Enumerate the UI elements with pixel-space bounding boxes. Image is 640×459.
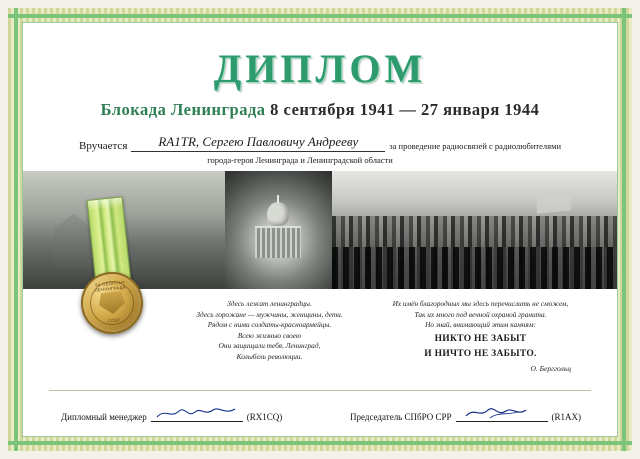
medal-graphic (75, 198, 149, 348)
cathedral-dome (267, 202, 289, 226)
page-title: ДИПЛОМ (213, 46, 427, 91)
poem-right-line: Их имён благородных мы здесь перечислить не сможем, (392, 299, 569, 308)
subtitle-prefix: Блокада Ленинграда (100, 100, 266, 119)
signature-manager-group (61, 406, 282, 422)
award-reason-line2: города-героя Ленинграда и Ленинградской области (207, 155, 393, 165)
chairman-signature-icon (460, 406, 544, 420)
poem-left-line: Рядом с ними солдаты-красноармейцы. (207, 320, 332, 330)
manager-role-label: Дипломный менеджер (61, 411, 147, 422)
poem-emphasis-line: НИКТО НЕ ЗАБЫТ (434, 333, 527, 344)
manager-signature-line (151, 406, 243, 422)
photo-banner (537, 190, 571, 214)
poem-author: О. Берггольц (530, 364, 571, 374)
poem-right-column (366, 299, 577, 390)
frame-band-bottom (8, 441, 632, 445)
medal-top-inscription: ЗА ОБОРОНУ ЛЕНИНГРАДА (94, 279, 127, 293)
poem-left-line: Здесь лежат ленинградцы. (227, 299, 312, 308)
poem-right-line: Так их много под вечной охраной гранита. (414, 309, 547, 319)
frame-band-right (622, 8, 626, 451)
cathedral-colonnade (255, 226, 301, 258)
chairman-role-label: Председатель СПбРО СРР (349, 411, 452, 422)
poem-left-line: Всею жизнью своею (237, 330, 302, 340)
medal-bottom-inscription: СССР (107, 317, 120, 324)
award-label: Вручается (79, 140, 128, 152)
chairman-signature-line (456, 406, 548, 422)
photo-crowd-near (332, 247, 617, 289)
chairman-callsign: (R1AX) (551, 411, 581, 422)
poem-left-line: Они защищали тебя, Ленинград, (218, 341, 321, 351)
manager-signature-icon (155, 406, 239, 420)
cathedral-icon (251, 202, 305, 264)
poem-emphasis-line: И НИЧТО НЕ ЗАБЫТО. (424, 348, 537, 359)
certificate-inner-frame (22, 22, 618, 437)
award-recipient: RA1TR, Сергею Павловичу Андрееву (131, 134, 385, 152)
title-zone (23, 23, 617, 171)
manager-callsign: (RX1CQ) (246, 411, 283, 422)
poem-left-column (173, 299, 366, 390)
photo-cathedral-panel (225, 171, 332, 289)
award-line (23, 134, 617, 152)
signature-chairman-group (350, 406, 581, 422)
poem-left-line: Здесь горожане — мужчины, женщины, дети. (196, 309, 343, 319)
signature-row (49, 390, 591, 436)
poem-left-line: Колыбель революции. (236, 351, 303, 361)
photo-crowd-panel (332, 171, 617, 289)
subtitle-dates: 8 сентября 1941 — 27 января 1944 (270, 100, 540, 119)
frame-band-top (8, 14, 632, 18)
award-reason: за проведение радиосвязей с радиолюбителями (389, 141, 561, 151)
medal-emblem-icon (98, 291, 126, 316)
poem-right-line: Но знай, внимающий этим камням: (425, 320, 536, 330)
medal-disc (78, 269, 146, 337)
subtitle (23, 100, 617, 120)
frame-band-left (14, 8, 18, 451)
